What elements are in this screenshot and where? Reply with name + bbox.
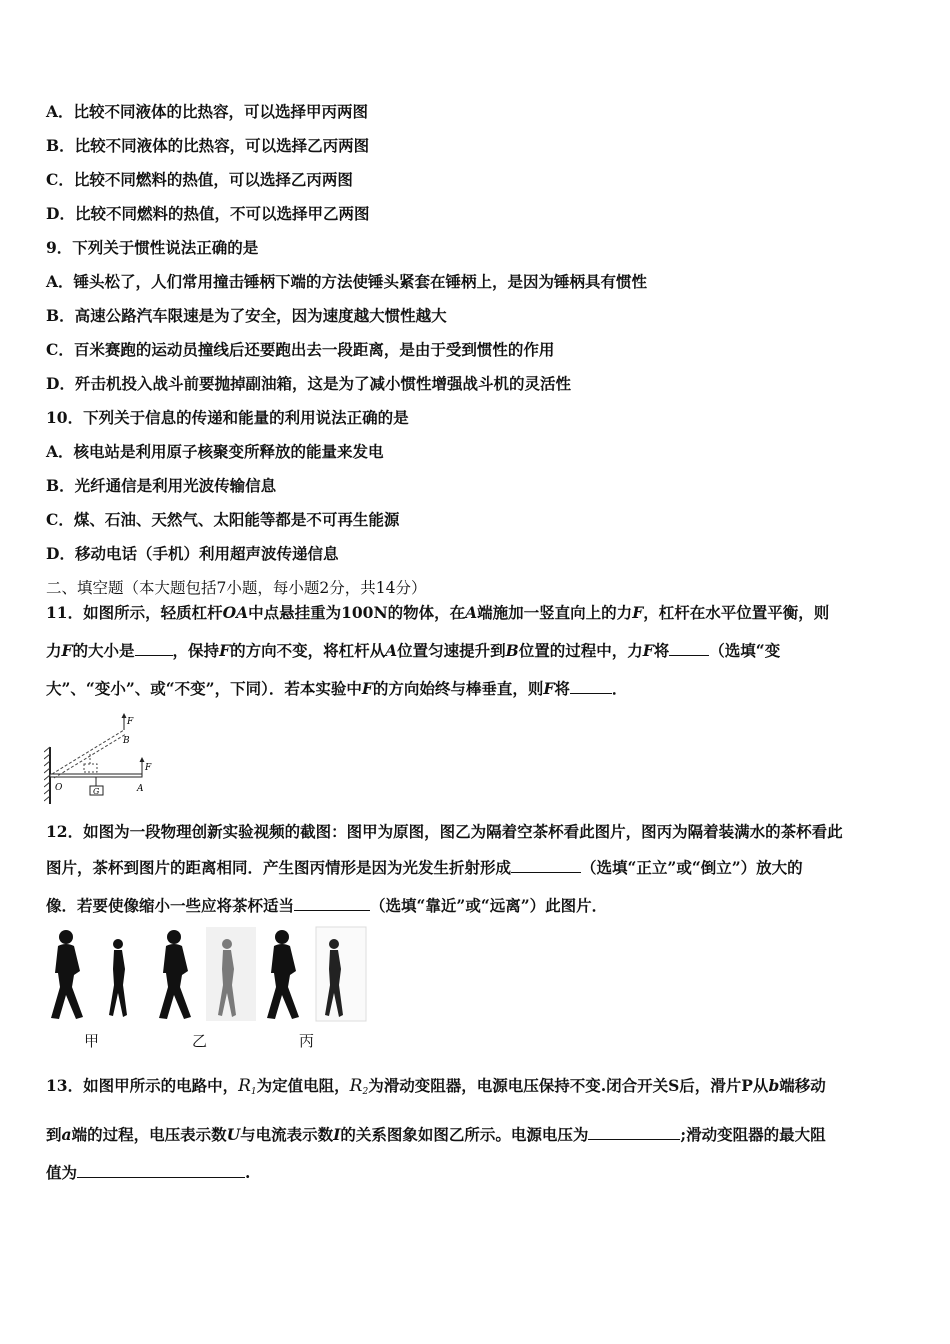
force-arrowhead bbox=[122, 713, 127, 718]
text: 位置的过程中，力 bbox=[518, 641, 643, 660]
text: 将 bbox=[554, 679, 570, 698]
q12-line-3 bbox=[46, 895, 906, 917]
lever-raised-edge bbox=[52, 730, 124, 774]
label-f-top: F bbox=[127, 717, 134, 727]
q12-line-1: 12．如图为一段物理创新实验视频的截图：图甲为原图，图乙为隔着空茶杯看此图片，图丙为隔着装满水的茶杯看此 bbox=[46, 822, 843, 841]
var-a: A bbox=[385, 641, 398, 660]
raised-weight-block bbox=[84, 764, 97, 772]
answer-blank[interactable] bbox=[77, 1162, 245, 1178]
q13-line-2 bbox=[46, 1124, 906, 1146]
text: ，杠杆在水平位置平衡，则 bbox=[643, 603, 830, 622]
text: （选填“靠近”或“远离”）此图片． bbox=[370, 896, 608, 915]
text: 端的过程，电压表示数 bbox=[71, 1125, 227, 1144]
q10-option-d: D．移动电话（手机）利用超声波传递信息 bbox=[46, 544, 339, 563]
var-b: B bbox=[505, 641, 519, 660]
text: 为滑动变阻器，电源电压保持不变.闭合开关S后，滑片P从 bbox=[368, 1076, 769, 1095]
var-f: F bbox=[543, 679, 555, 698]
text: ． bbox=[611, 679, 628, 698]
var-i: I bbox=[333, 1125, 341, 1144]
answer-blank[interactable] bbox=[294, 895, 370, 911]
var-a: A bbox=[465, 603, 478, 622]
subscript: 2 bbox=[362, 1087, 369, 1097]
lever-figure bbox=[44, 712, 156, 804]
text: 到 bbox=[46, 1125, 62, 1144]
var-oa: OA bbox=[222, 603, 249, 622]
q9-option-b: B．高速公路汽车限速是为了安全，因为速度越大惯性越大 bbox=[46, 306, 447, 325]
q9-option-c: C．百米赛跑的运动员撞线后还要跑出去一段距离，是由于受到惯性的作用 bbox=[46, 340, 555, 359]
var-f: F bbox=[61, 641, 73, 660]
text: 的方向始终与棒垂直，则 bbox=[372, 679, 544, 698]
text: 值为 bbox=[46, 1163, 78, 1182]
r2-symbol bbox=[350, 1076, 369, 1096]
q11-line-1 bbox=[46, 602, 906, 624]
answer-blank[interactable] bbox=[570, 678, 612, 694]
text: 端移动 bbox=[779, 1076, 826, 1095]
silhouette-figure bbox=[44, 925, 369, 1023]
subscript: 1 bbox=[250, 1087, 257, 1097]
label-bing: 丙 bbox=[299, 1032, 315, 1050]
text: . bbox=[245, 1163, 251, 1182]
var-f: F bbox=[361, 679, 373, 698]
text: 的关系图象如图乙所示。电源电压为 bbox=[340, 1125, 589, 1144]
text: 端施加一竖直向上的力 bbox=[477, 603, 633, 622]
label-f-right: F bbox=[145, 763, 152, 773]
section-2-title: 二、填空题（本大题包括7小题，每小题2分，共14分） bbox=[46, 579, 427, 597]
q12-line-2 bbox=[46, 857, 906, 879]
text: 与电流表示数 bbox=[240, 1125, 334, 1144]
q9-stem: 9．下列关于惯性说法正确的是 bbox=[46, 238, 259, 257]
q10-stem: 10．下列关于信息的传递和能量的利用说法正确的是 bbox=[46, 408, 409, 427]
q9-option-a: A．锤头松了，人们常用撞击锤柄下端的方法使锤头紧套在锤柄上，是因为锤柄具有惯性 bbox=[46, 272, 648, 291]
text: （选填“正立”或“倒立”）放大的 bbox=[581, 858, 803, 877]
label-b: B bbox=[123, 736, 130, 746]
q8-option-b: B．比较不同液体的比热容，可以选择乙丙两图 bbox=[46, 136, 370, 155]
lever-bar bbox=[50, 774, 142, 777]
q10-option-c: C．煤、石油、天然气、太阳能等都是不可再生能源 bbox=[46, 510, 400, 529]
answer-blank[interactable] bbox=[588, 1124, 680, 1140]
text: 力 bbox=[46, 641, 62, 660]
label-jia: 甲 bbox=[84, 1032, 100, 1050]
text: 的方向不变，将杠杆从 bbox=[230, 641, 386, 660]
answer-blank[interactable] bbox=[669, 640, 709, 656]
text: R bbox=[349, 1076, 363, 1096]
text: 大”、“变小”、或“不变”，下同）．若本实验中 bbox=[46, 679, 362, 698]
var-f: F bbox=[219, 641, 231, 660]
text: 中点悬挂重为100N的物体，在 bbox=[248, 603, 466, 622]
q11-line-3 bbox=[46, 678, 906, 700]
text: 的大小是 bbox=[72, 641, 135, 660]
label-g: G bbox=[93, 787, 100, 796]
var-a: a bbox=[61, 1125, 72, 1144]
text: R bbox=[238, 1076, 251, 1096]
text: 位置匀速提升到 bbox=[397, 641, 506, 660]
var-b: b bbox=[768, 1076, 780, 1095]
q13-line-3 bbox=[46, 1162, 906, 1184]
q10-option-b: B．光纤通信是利用光波传输信息 bbox=[46, 476, 277, 495]
q13-line-1 bbox=[46, 1075, 906, 1103]
text: ，保持 bbox=[172, 641, 220, 660]
answer-blank[interactable] bbox=[135, 640, 173, 656]
panel-bing bbox=[267, 927, 366, 1021]
force-arrowhead bbox=[140, 757, 145, 762]
panel-yi bbox=[159, 927, 256, 1021]
r1-symbol bbox=[238, 1076, 257, 1096]
q10-option-a: A．核电站是利用原子核聚变所释放的能量来发电 bbox=[46, 442, 384, 461]
q11-line-2 bbox=[46, 640, 906, 662]
text: 像．若要使像缩小一些应将茶杯适当 bbox=[46, 896, 295, 915]
text: 11．如图所示，轻质杠杆 bbox=[46, 603, 223, 622]
text: （选填“变 bbox=[709, 641, 781, 660]
text: 图片，茶杯到图片的距离相同．产生图丙情形是因为光发生折射形成 bbox=[46, 858, 512, 877]
q8-option-d: D．比较不同燃料的热值，不可以选择甲乙两图 bbox=[46, 204, 370, 223]
q8-option-a: A．比较不同液体的比热容，可以选择甲丙两图 bbox=[46, 102, 369, 121]
var-f: F bbox=[632, 603, 644, 622]
var-u: U bbox=[226, 1125, 241, 1144]
q8-option-c: C．比较不同燃料的热值，可以选择乙丙两图 bbox=[46, 170, 353, 189]
panel-jia bbox=[51, 930, 127, 1019]
label-o: O bbox=[55, 783, 63, 793]
label-yi: 乙 bbox=[192, 1032, 208, 1050]
q9-option-d: D．歼击机投入战斗前要抛掉副油箱，这是为了减小惯性增强战斗机的灵活性 bbox=[46, 374, 571, 393]
text: 为定值电阻， bbox=[256, 1076, 350, 1095]
text: 将 bbox=[653, 641, 670, 660]
text: ;滑动变阻器的最大阻 bbox=[680, 1125, 826, 1144]
text: 13．如图甲所示的电路中， bbox=[46, 1076, 239, 1095]
answer-blank[interactable] bbox=[511, 857, 581, 873]
label-a: A bbox=[137, 784, 144, 794]
var-f: F bbox=[642, 641, 654, 660]
